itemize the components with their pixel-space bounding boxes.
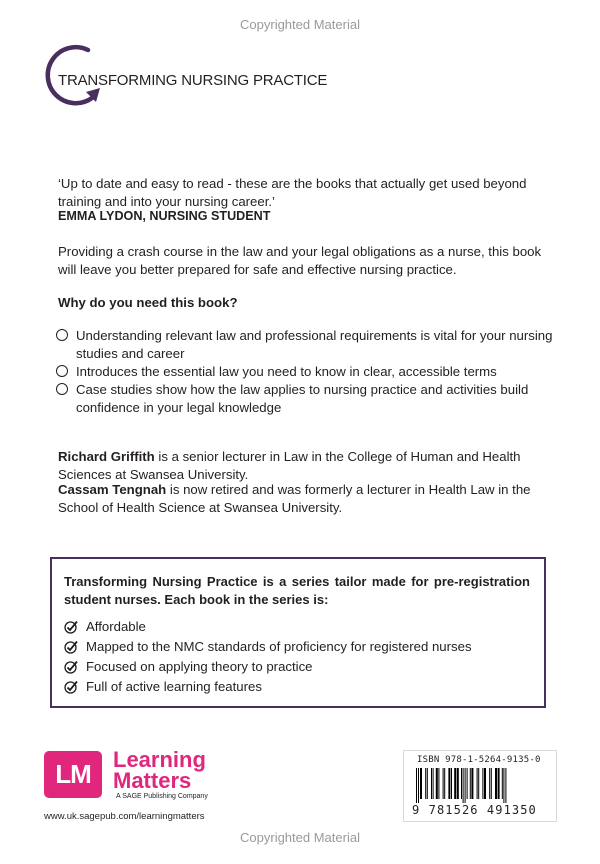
barcode-bar: [489, 768, 490, 799]
series-title: TRANSFORMING NURSING PRACTICE: [58, 72, 328, 89]
publisher-website: www.uk.sagepub.com/learningmatters: [44, 811, 205, 822]
isbn-label: ISBN 978-1-5264-9135-0: [417, 755, 541, 765]
checkmark-circle-icon: [64, 620, 78, 634]
checkmark-circle-icon: [64, 640, 78, 654]
barcode-bar: [425, 768, 426, 799]
feature-text: Affordable: [86, 619, 146, 634]
list-item: [64, 617, 534, 637]
barcode-bar: [505, 768, 506, 803]
barcode-bar: [436, 768, 438, 799]
reasons-list: [56, 327, 556, 417]
barcode-bar: [451, 768, 452, 799]
barcode-bar: [416, 768, 417, 803]
barcode-bar: [465, 768, 466, 803]
barcode-bar: [418, 768, 419, 803]
barcode-bar: [471, 768, 473, 799]
barcode-bar: [482, 768, 483, 799]
series-box-heading: Transforming Nursing Practice is a series tailor made for pre-registration student nurses. Each book in the series is:: [64, 574, 530, 607]
barcode-bar: [467, 768, 468, 799]
barcode-bar: [491, 768, 492, 799]
barcode-bar: [470, 768, 471, 799]
author-bio-text: is now retired and was formerly a lecturer in Health Law in the School of Health Science at Swansea University.: [58, 482, 531, 515]
list-item: [56, 327, 556, 363]
feature-text: Mapped to the NMC standards of proficiency for registered nurses: [86, 639, 472, 654]
barcode-bar: [484, 768, 486, 799]
feature-text: Focused on applying theory to practice: [86, 659, 313, 674]
learning-matters-logo: LM: [44, 751, 102, 798]
feature-text: Full of active learning features: [86, 679, 262, 694]
barcode-bar: [457, 768, 459, 799]
review-quote: ‘Up to date and easy to read - these are the books that actually get used beyond training and into your nursing career.’: [58, 176, 527, 209]
author-bio: [58, 481, 552, 517]
isbn-barcode: [403, 750, 557, 822]
author-name: Cassam Tengnah: [58, 482, 167, 497]
barcode-bar: [444, 768, 445, 799]
list-item: [64, 637, 534, 657]
book-intro: Providing a crash course in the law and your legal obligations as a nurse, this book will leave you better prepared for safe and effective nursing practice.: [58, 244, 542, 277]
list-item: [64, 657, 534, 677]
publisher-subtitle: A SAGE Publishing Company: [116, 793, 208, 800]
quote-author: EMMA LYDON, NURSING STUDENT: [58, 209, 271, 223]
checkmark-circle-icon: [64, 660, 78, 674]
reason-text: Understanding relevant law and professional requirements is vital for your nursing studies and career: [76, 328, 553, 361]
author-bio-text: is a senior lecturer in Law in the College of Human and Health Sciences at Swansea University.: [58, 449, 521, 482]
barcode-bar: [420, 768, 422, 799]
features-list: [64, 617, 534, 697]
copyright-watermark-bottom: Copyrighted Material: [240, 830, 360, 845]
circle-bullet-icon: [56, 329, 68, 341]
barcode-bar: [463, 768, 464, 803]
barcode-bar: [438, 768, 439, 799]
circle-bullet-icon: [56, 383, 68, 395]
barcode-bar: [433, 768, 434, 799]
barcode-bar: [443, 768, 444, 799]
list-item: [56, 381, 556, 417]
author-bio: [58, 448, 552, 484]
reason-text: Introduces the essential law you need to know in clear, accessible terms: [76, 364, 497, 379]
barcode-bar: [477, 768, 478, 799]
publisher-name-line2: Matters: [113, 768, 192, 793]
barcode-bar: [427, 768, 428, 799]
barcode-bar: [478, 768, 479, 799]
series-info-box: [50, 557, 546, 708]
barcode-bar: [431, 768, 432, 799]
barcode-digits: 9 781526 491350: [412, 803, 537, 817]
barcode-bar: [502, 768, 503, 799]
copyright-watermark-top: Copyrighted Material: [240, 17, 360, 32]
barcode-bar: [503, 768, 504, 803]
barcode-bar: [498, 768, 500, 799]
list-item: [64, 677, 534, 697]
author-name: Richard Griffith: [58, 449, 155, 464]
barcode-bar: [448, 768, 450, 799]
circle-bullet-icon: [56, 365, 68, 377]
checkmark-circle-icon: [64, 680, 78, 694]
barcode-bars: [414, 768, 548, 803]
barcode-bar: [461, 768, 462, 799]
barcode-bar: [454, 768, 456, 799]
why-heading: Why do you need this book?: [58, 295, 238, 310]
barcode-bar: [495, 768, 497, 799]
reason-text: Case studies show how the law applies to nursing practice and activities build confidence in your legal knowledge: [76, 382, 529, 415]
list-item: [56, 363, 556, 381]
publisher-name-line1: Learning: [113, 747, 206, 772]
